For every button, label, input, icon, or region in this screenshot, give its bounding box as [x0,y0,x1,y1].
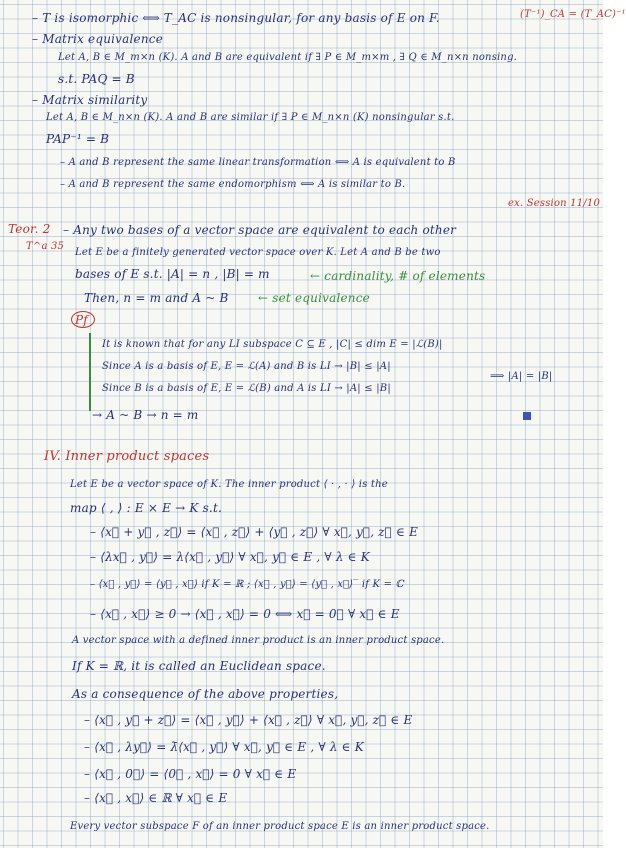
section-heading: IV. Inner product spaces [44,449,210,464]
qed-square [523,412,531,420]
proof-conclusion: → A ~ B → n = m [92,408,199,422]
equivalence-definition: Let A, B ∈ M_m×n (K). A and B are equivalent if ∃ P ∈ M_m×m , ∃ Q ∈ M_n×n nonsing. [58,52,518,63]
inner-product-definition: Let E be a vector space of K. The inner product ⟨ · , · ⟩ is the [70,479,388,490]
theorem-number: T^a 35 [26,241,65,252]
theorem-tag: Teor. 2 [8,222,51,236]
inverse-matrix-note: (T⁻¹)_CA = (T_AC)⁻¹ [520,9,626,20]
consequences-intro: As a consequence of the above properties, [72,687,339,701]
proof-step-3: Since B is a basis of E, E = ℒ(B) and A is LI → |A| ≤ |B| [102,383,391,394]
consequence-zero: – ⟨x⃗ , 0⃗⟩ = ⟨0⃗ , x⃗⟩ = 0 ∀ x⃗ ∈ E [84,767,297,781]
property-additivity: – ⟨x⃗ + y⃗ , z⃗⟩ = ⟨x⃗ , z⃗⟩ + ⟨y⃗ , z⃗⟩ ∀ x⃗, y⃗, z⃗ ∈ E [90,525,419,539]
inner-product-map: map ⟨ , ⟩ : E × E → K s.t. [70,501,222,515]
theorem-statement: – Any two bases of a vector space are equivalent to each other [63,223,457,237]
euclidean-space-def: If K = ℝ, it is called an Euclidean space. [72,659,326,673]
matrix-equivalence-heading: – Matrix equivalence [32,32,164,46]
property-homogeneity: – ⟨λx⃗ , y⃗⟩ = λ⟨x⃗ , y⃗⟩ ∀ x⃗, y⃗ ∈ E , ∀ λ ∈ K [90,550,370,564]
linear-transformation-remark: – A and B represent the same linear transformation ⟺ A is equivalent to B [60,157,456,168]
subspace-statement: Every vector subspace F of an inner product space E is an inner product space. [70,821,490,832]
endomorphism-remark: – A and B represent the same endomorphism ⟺ A is similar to B. [60,179,406,190]
session-note: ex. Session 11/10 [508,198,601,209]
theorem-bases: bases of E s.t. |A| = n , |B| = m [75,267,270,281]
proof-equality: ⟹ |A| = |B| [490,371,553,382]
consequence-real: – ⟨x⃗ , x⃗⟩ ∈ ℝ ∀ x⃗ ∈ E [84,791,228,805]
isomorphism-line: – T is isomorphic ⟺ T_AC is nonsingular, for any basis of E on F. [32,11,440,25]
cardinality-annotation: ← cardinality, # of elements [310,269,486,283]
set-equivalence-annotation: ← set equivalence [258,291,370,305]
consequence-additivity: – ⟨x⃗ , y⃗ + z⃗⟩ = ⟨x⃗ , y⃗⟩ + ⟨x⃗ , z⃗⟩ ∀ x⃗, y⃗, z⃗ ∈ E [84,713,413,727]
property-positivity: – ⟨x⃗ , x⃗⟩ ≥ 0 → ⟨x⃗ , x⃗⟩ = 0 ⟺ x⃗ = 0⃗ ∀ x⃗ ∈ E [90,607,400,621]
similarity-condition: PAP⁻¹ = B [46,132,110,146]
consequence-conjugate-homogeneity: – ⟨x⃗ , λy⃗⟩ = λ̄⟨x⃗ , y⃗⟩ ∀ x⃗, y⃗ ∈ E , ∀ λ ∈ K [84,740,364,754]
equivalence-condition: s.t. PAQ = B [58,72,135,86]
property-symmetry: – ⟨x⃗ , y⃗⟩ = ⟨y⃗ , x⃗⟩ if K = ℝ ; ⟨x⃗ , y⃗⟩ = ⟨y⃗ , x⃗⟩‾ if K = ℂ [90,579,404,590]
similarity-definition: Let A, B ∈ M_n×n (K). A and B are similar if ∃ P ∈ M_n×n (K) nonsingular s.t. [46,112,455,123]
proof-bracket [89,333,91,411]
theorem-hypothesis: Let E be a finitely generated vector space over K. Let A and B be two [75,247,441,258]
inner-product-space-def: A vector space with a defined inner product is an inner product space. [72,635,445,646]
proof-label: Pf [75,313,88,327]
proof-step-1: It is known that for any LI subspace C ⊆ E , |C| ≤ dim E = |ℒ(B)| [102,339,443,350]
proof-step-2: Since A is a basis of E, E = ℒ(A) and B is LI → |B| ≤ |A| [102,361,391,372]
matrix-similarity-heading: – Matrix similarity [32,93,148,107]
theorem-conclusion: Then, n = m and A ~ B [84,291,229,305]
